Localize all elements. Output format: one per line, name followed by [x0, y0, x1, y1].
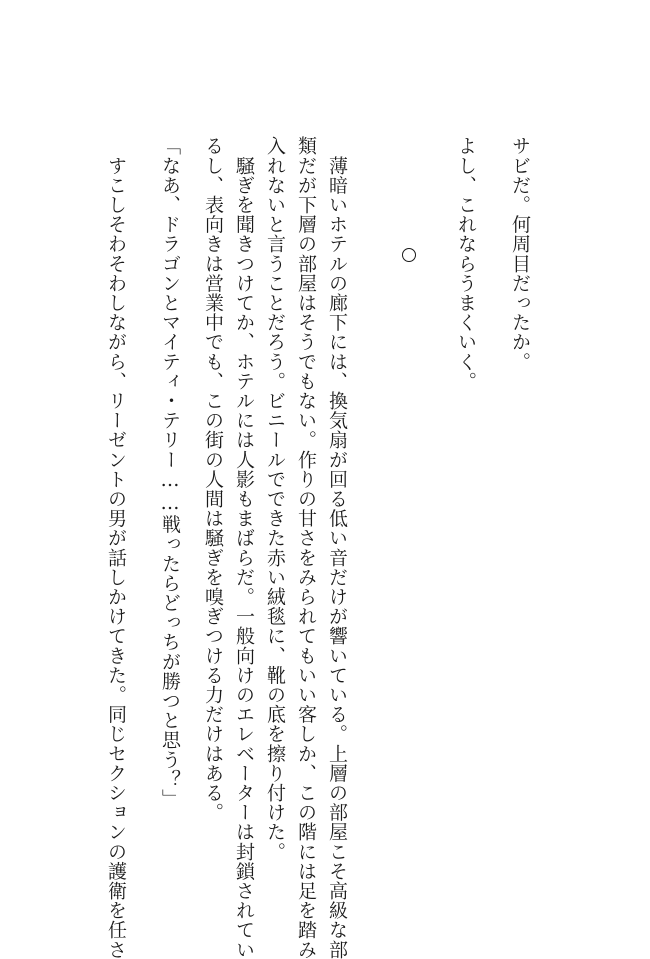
scene-break-circle-icon [402, 248, 416, 262]
text-line-5: 入れないと言うことだろう。ビニールでできた赤い絨毯に、靴の底を擦り付けた。 [264, 136, 286, 862]
text-line-3: 薄暗いホテルの廊下には、換気扇が回る低い音だけが響いている。上層の部屋こそ高級な部 [326, 136, 348, 959]
text-line-4: 類だが下層の部屋はそうでもない。作りの甘さをみられてもいい客しか、この階には足を踏み [295, 136, 317, 959]
text-line-6: 騒ぎを聞きつけてか、ホテルには人影もまばらだ。一般向けのエレベーターは封鎖されてい [233, 136, 255, 959]
text-line-2: よし、これならうまくいく。 [455, 136, 477, 391]
text-line-9: すこしそわそわしながら、リーゼントの男が話しかけてきた。同じセクションの護衛を任さ [105, 136, 127, 959]
text-line-8: 「なあ、ドラゴンとマイティ・テリー……戦ったらどっちが勝つと思う？」 [159, 136, 181, 809]
text-line-7: るし、表向きは営業中でも、この街の人間は騒ぎを嗅ぎつける力だけはある。 [202, 136, 224, 822]
text-line-1: サビだ。何周目だったか。 [509, 136, 531, 372]
